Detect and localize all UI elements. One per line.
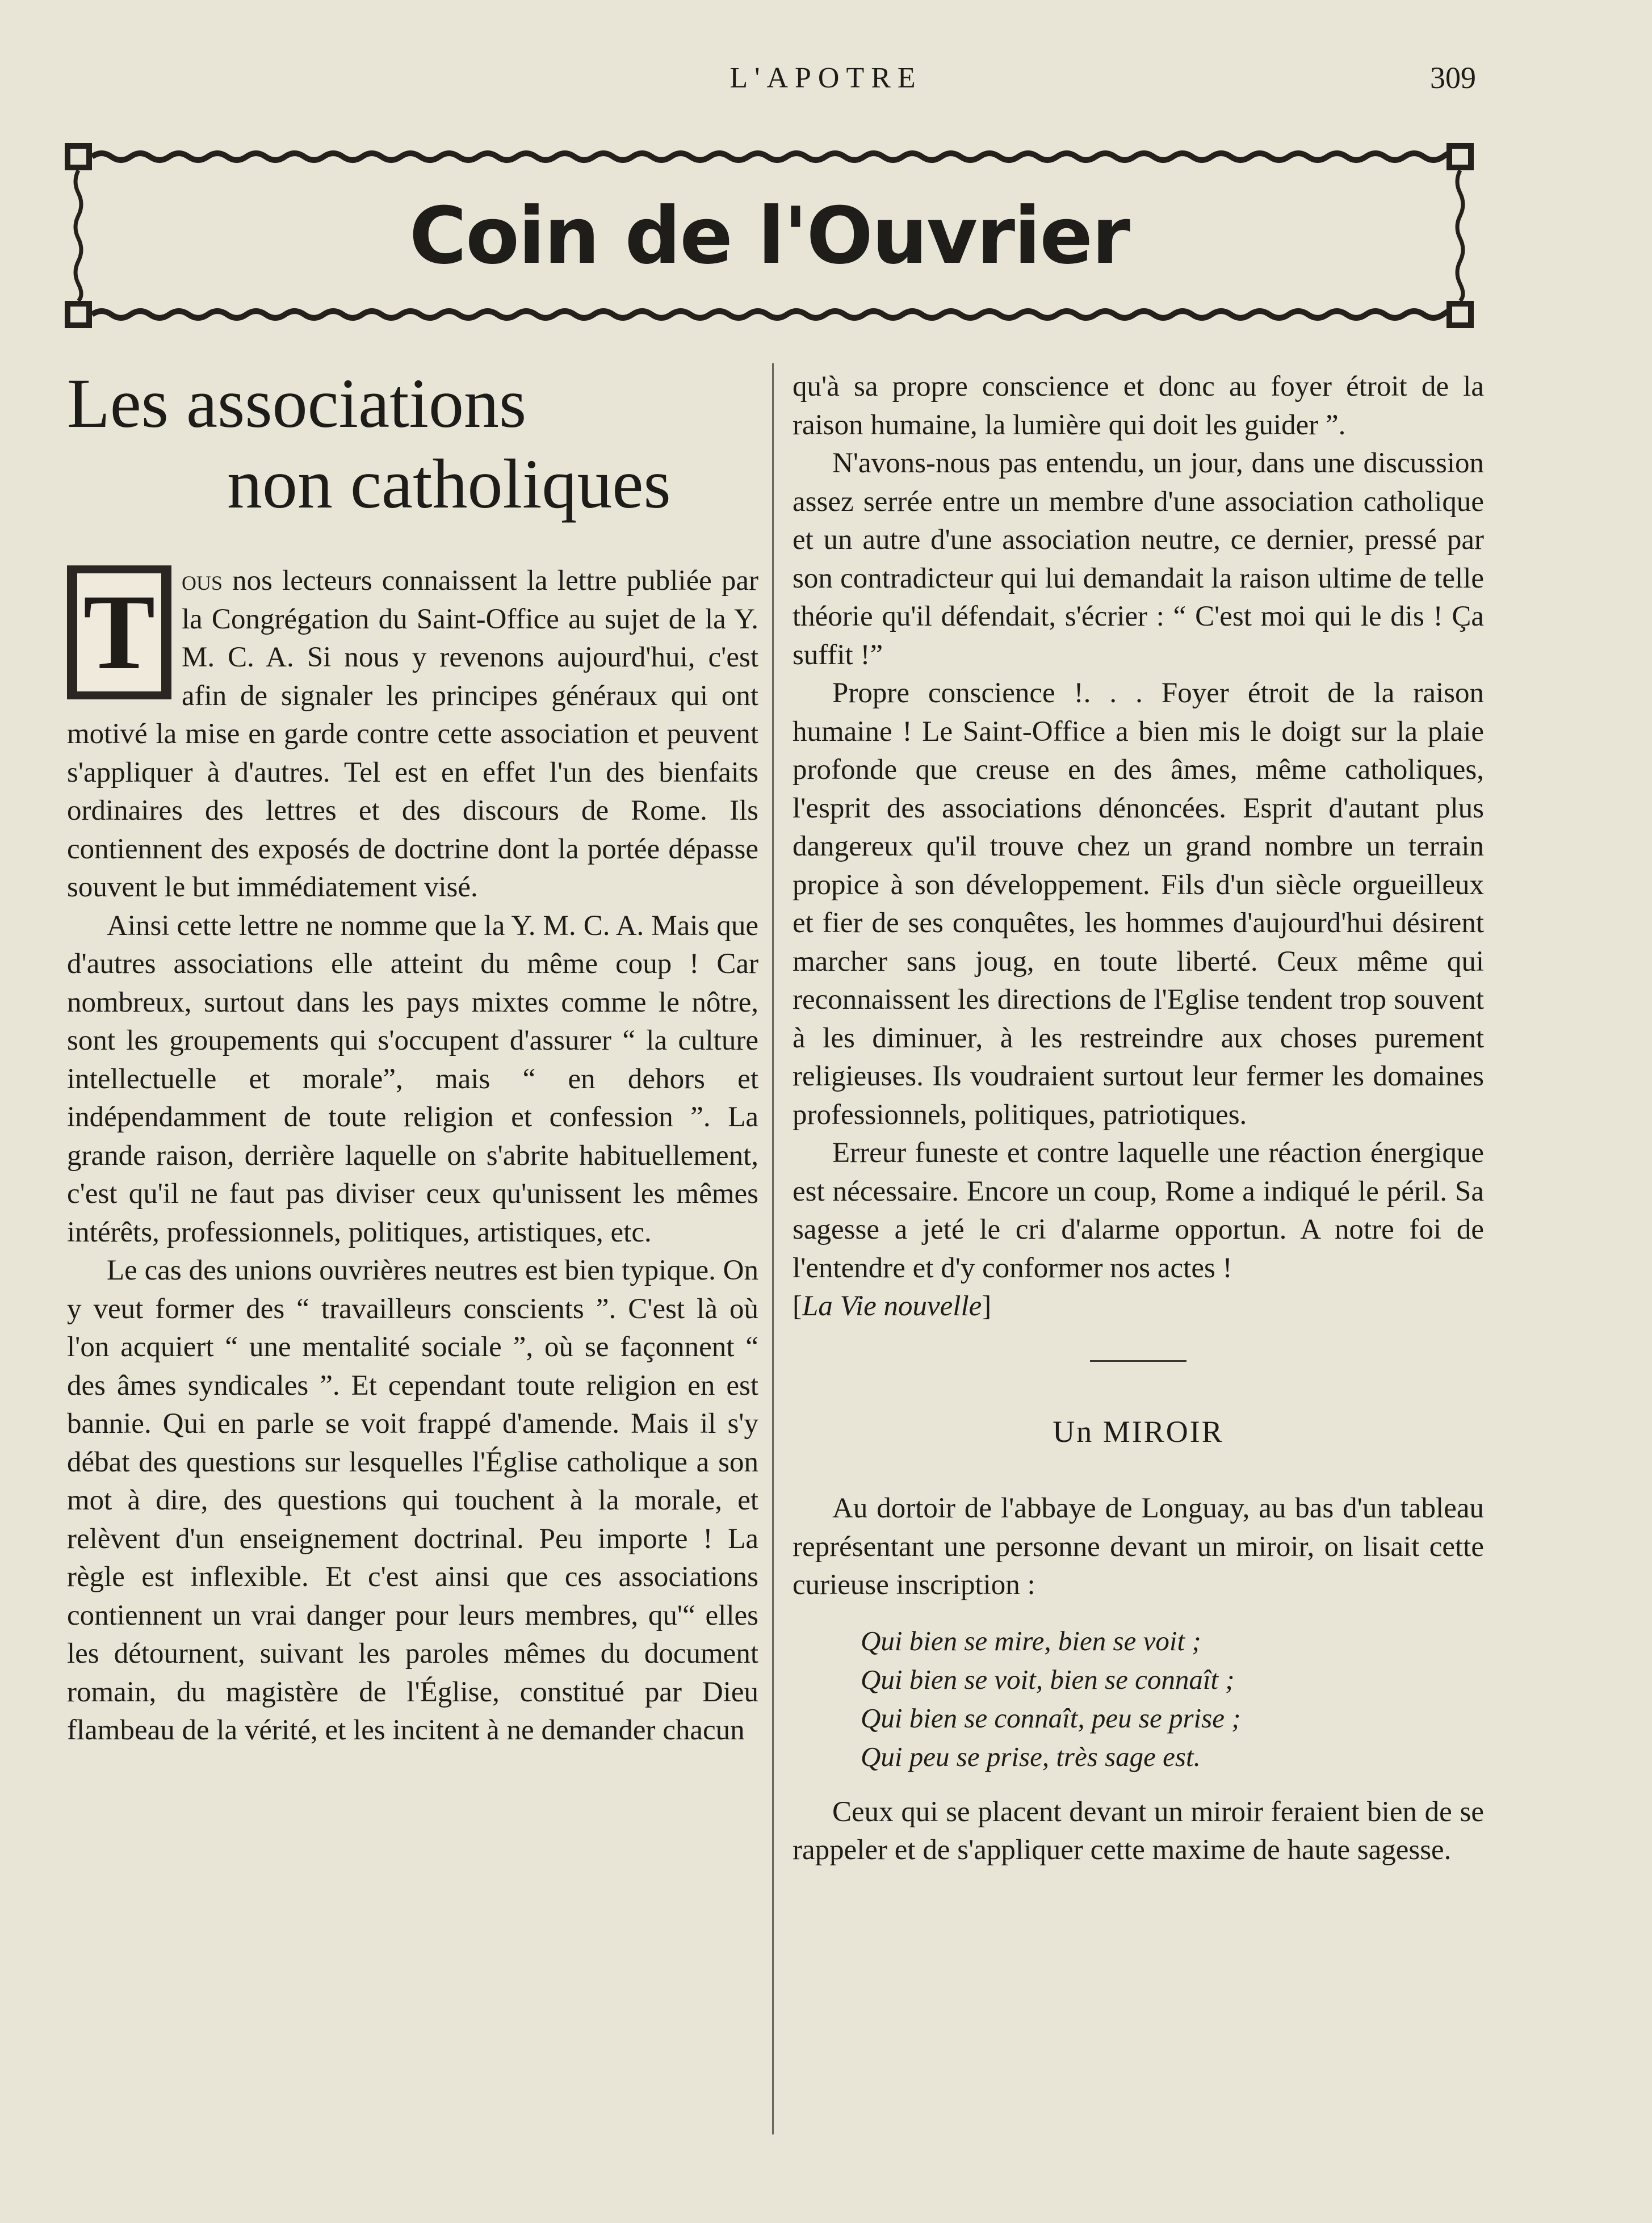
- article-paragraph: Propre conscience !. . . Foyer étroit de la raison humaine ! Le Saint-Office a bien mis le doigt sur la plaie profonde que creuse en des âmes, même catholiques, l'esprit des associations dénoncées. Esprit d'autant plus dangereux qu'il trouve chez un grand nombre un terrain propice à son développement. Fils d'un siècle orgueilleux et fier de ses conquêtes, les hommes d'aujourd'hui désirent marcher sans joug, en toute liberté. Ceux même qui reconnaissent les directions de l'Eglise tendent trop souvent à les diminuer, à les restreindre aux choses purement religieuses. Ils voudraient surtout leur fermer les domaines professionnels, politiques, patriotiques.: [793, 677, 1484, 1131]
- poem: [861, 1622, 1484, 1776]
- poem-line: Qui bien se connaît, peu se prise ;: [861, 1702, 1241, 1734]
- article-paragraph: [67, 562, 758, 907]
- section-banner: [64, 142, 1475, 329]
- article-paragraph: Erreur funeste et contre laquelle une réaction énergique est nécessaire. Encore un coup, Rome a indiqué le péril. Sa sagesse a jeté le cri d'alarme opportun. A notre foi de l'entendre et d'y conformer nos actes !: [793, 1137, 1484, 1284]
- article-paragraph: Le cas des unions ouvrières neutres est bien typique. On y veut former des “ travailleurs conscients ”. C'est là où l'on acquiert “ une mentalité sociale ”, où se façonnent “ des âmes syndicales ”. Et cependant toute religion en est bannie. Qui en parle se voit frappé d'amende. Mais il s'y débat des questions sur lesquelles l'Église catholique a son mot à dire, des questions qui touchent à la morale, et relèvent d'un enseignement doctrinal. Peu importe ! La règle est inflexible. Et c'est ainsi que ces associations contiennent un vrai danger pour leurs membres, qu'“ elles les détournent, suivant les paroles mêmes du document romain, du magistère de l'Église, constitué par Dieu flambeau de la vérité, et les incitent à ne demander chacun: [67, 1255, 758, 1746]
- right-column: [793, 368, 1484, 1870]
- left-column: [67, 562, 758, 1750]
- miroir-intro: Au dortoir de l'abbaye de Longuay, au bas d'un tableau représentant une personne devant un miroir, on lisait cette curieuse inscription :: [793, 1492, 1484, 1601]
- poem-line: Qui peu se prise, très sage est.: [861, 1740, 1201, 1772]
- miroir-conclusion: Ceux qui se placent devant un miroir feraient bien de se rappeler et de s'appliquer cette maxime de haute sagesse.: [793, 1796, 1484, 1866]
- miroir-heading: Un MIROIR: [1053, 1414, 1224, 1449]
- article-title-line-2: non catholiques: [227, 445, 671, 523]
- article-paragraph: qu'à sa propre conscience et donc au foyer étroit de la raison humaine, la lumière qui doit les guider ”.: [793, 371, 1484, 441]
- page-number: 309: [1430, 61, 1476, 95]
- section-separator: [1090, 1360, 1186, 1362]
- article-source: [La Vie nouvelle]: [793, 1290, 992, 1322]
- article-paragraph: N'avons-nous pas entendu, un jour, dans une discussion assez serrée entre un membre d'une association catholique et un autre d'une association neutre, ce dernier, pressé par son contradicteur qui lui demandait la raison ultime de telle théorie qu'il défendait, s'écrier : “ C'est moi qui le dis ! Ça suffit !”: [793, 447, 1484, 671]
- running-title: L'APOTRE: [729, 62, 923, 94]
- lead-word: ous: [182, 565, 223, 597]
- dropcap-letter: T: [77, 573, 161, 691]
- banner-title: Coin de l'Ouvrier: [409, 190, 1130, 282]
- poem-line: Qui bien se mire, bien se voit ;: [861, 1625, 1201, 1656]
- article-paragraph: Ainsi cette lettre ne nomme que la Y. M. C. A. Mais que d'autres associations elle atteint du même coup ! Car nombreux, surtout dans les pays mixtes comme le nôtre, sont les groupements qui s'occupent d'assurer “ la culture intellectuelle et morale”, mais “ en dehors et indépendamment de toute religion et confession ”. La grande raison, derrière laquelle on s'abrite habituellement, c'est qu'il ne faut pas diviser ceux qu'unissent les mêmes intérêts, professionnels, politiques, artistiques, etc.: [67, 909, 758, 1248]
- article-title: [67, 363, 760, 525]
- dropcap-ornament: [67, 565, 171, 699]
- column-divider: [772, 363, 774, 2134]
- article-title-line-1: Les associations: [67, 364, 527, 442]
- source-title: La Vie nouvelle: [802, 1290, 982, 1322]
- paragraph-text: nos lecteurs connaissent la lettre publiée par la Congrégation du Saint-Office au sujet de la Y. M. C. A. Si nous y revenons aujourd'hui, c'est afin de signaler les principes généraux qui ont motivé la mise en garde contre cette association et peuvent s'appliquer à d'autres. Tel est en effet l'un des bienfaits ordinaires des lettres et des discours de Rome. Ils contiennent des exposés de doctrine dont la portée dépasse souvent le but immédiatement visé.: [67, 565, 758, 903]
- poem-line: Qui bien se voit, bien se connaît ;: [861, 1663, 1235, 1695]
